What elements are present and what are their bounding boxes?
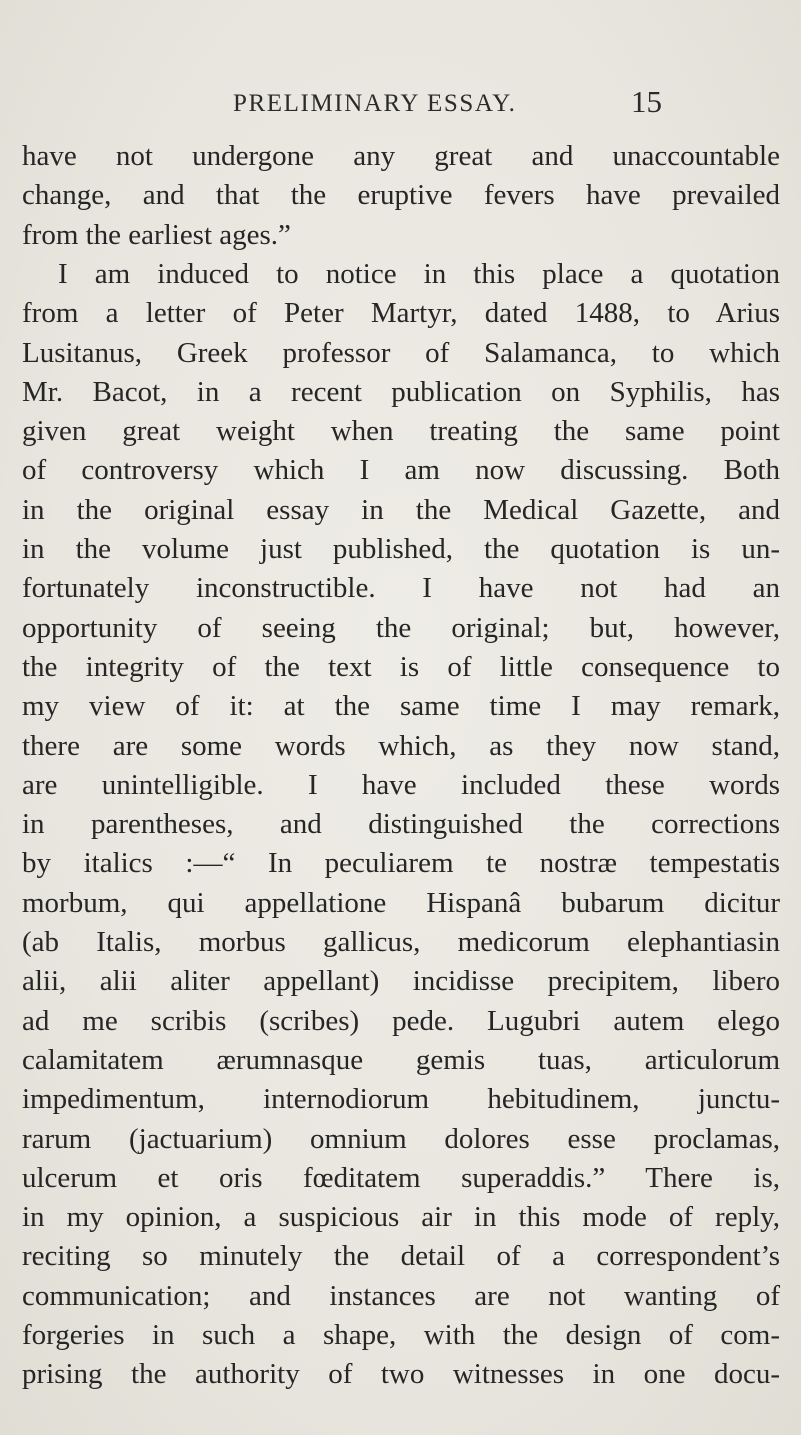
text-line: in parentheses, and distinguished the corrections: [22, 808, 780, 841]
text-line: by italics :—“ In peculiarem te nostræ tempestatis: [22, 847, 780, 880]
text-line: reciting so minutely the detail of a correspondent’s: [22, 1240, 780, 1273]
text-line: there are some words which, as they now stand,: [22, 729, 780, 762]
text-line: fortunately inconstructible. I have not had an: [22, 572, 780, 605]
text-line: I am induced to notice in this place a quotation: [58, 257, 780, 290]
text-line: alii, alii aliter appellant) incidisse precipitem, libero: [22, 965, 780, 998]
text-line: of controversy which I am now discussing. Both: [22, 454, 780, 487]
text-line: morbum, qui appellatione Hispanâ bubarum dicitur: [22, 886, 780, 919]
text-line: in the original essay in the Medical Gazette, and: [22, 493, 780, 526]
page-number: 15: [631, 84, 662, 119]
text-line: opportunity of seeing the original; but, however,: [22, 611, 780, 644]
text-line: communication; and instances are not wanting of: [22, 1279, 780, 1312]
text-line: the integrity of the text is of little consequence to: [22, 650, 780, 683]
text-line: ad me scribis (scribes) pede. Lugubri autem elego: [22, 1004, 780, 1037]
text-line: in my opinion, a suspicious air in this mode of reply,: [22, 1201, 780, 1234]
text-line: my view of it: at the same time I may remark,: [22, 690, 780, 723]
text-line: from the earliest ages.”: [22, 218, 291, 251]
text-line: ulcerum et oris fœditatem superaddis.” There is,: [22, 1161, 780, 1194]
text-line: given great weight when treating the same point: [22, 415, 780, 448]
text-line: Lusitanus, Greek professor of Salamanca, to which: [22, 336, 780, 369]
text-line: are unintelligible. I have included these words: [22, 768, 780, 801]
text-line: impedimentum, internodiorum hebitudinem, junctu-: [22, 1083, 780, 1116]
text-line: in the volume just published, the quotation is un-: [22, 533, 780, 565]
text-line: Mr. Bacot, in a recent publication on Syphilis, has: [22, 375, 780, 408]
text-line: change, and that the eruptive fevers have prevailed: [22, 179, 780, 212]
text-line: rarum (jactuarium) omnium dolores esse proclamas,: [22, 1122, 780, 1155]
text-line: from a letter of Peter Martyr, dated 1488, to Arius: [22, 297, 780, 330]
text-line: have not undergone any great and unaccountable: [22, 140, 780, 172]
text-line: (ab Italis, morbus gallicus, medicorum elephantiasin: [22, 926, 780, 958]
text-line: calamitatem ærumnasque gemis tuas, articulorum: [22, 1043, 780, 1076]
text-line: forgeries in such a shape, with the design of com-: [22, 1319, 780, 1351]
running-head: PRELIMINARY ESSAY.: [233, 90, 517, 117]
page-header: [0, 84, 801, 124]
text-line: prising the authority of two witnesses in one docu-: [22, 1358, 780, 1391]
